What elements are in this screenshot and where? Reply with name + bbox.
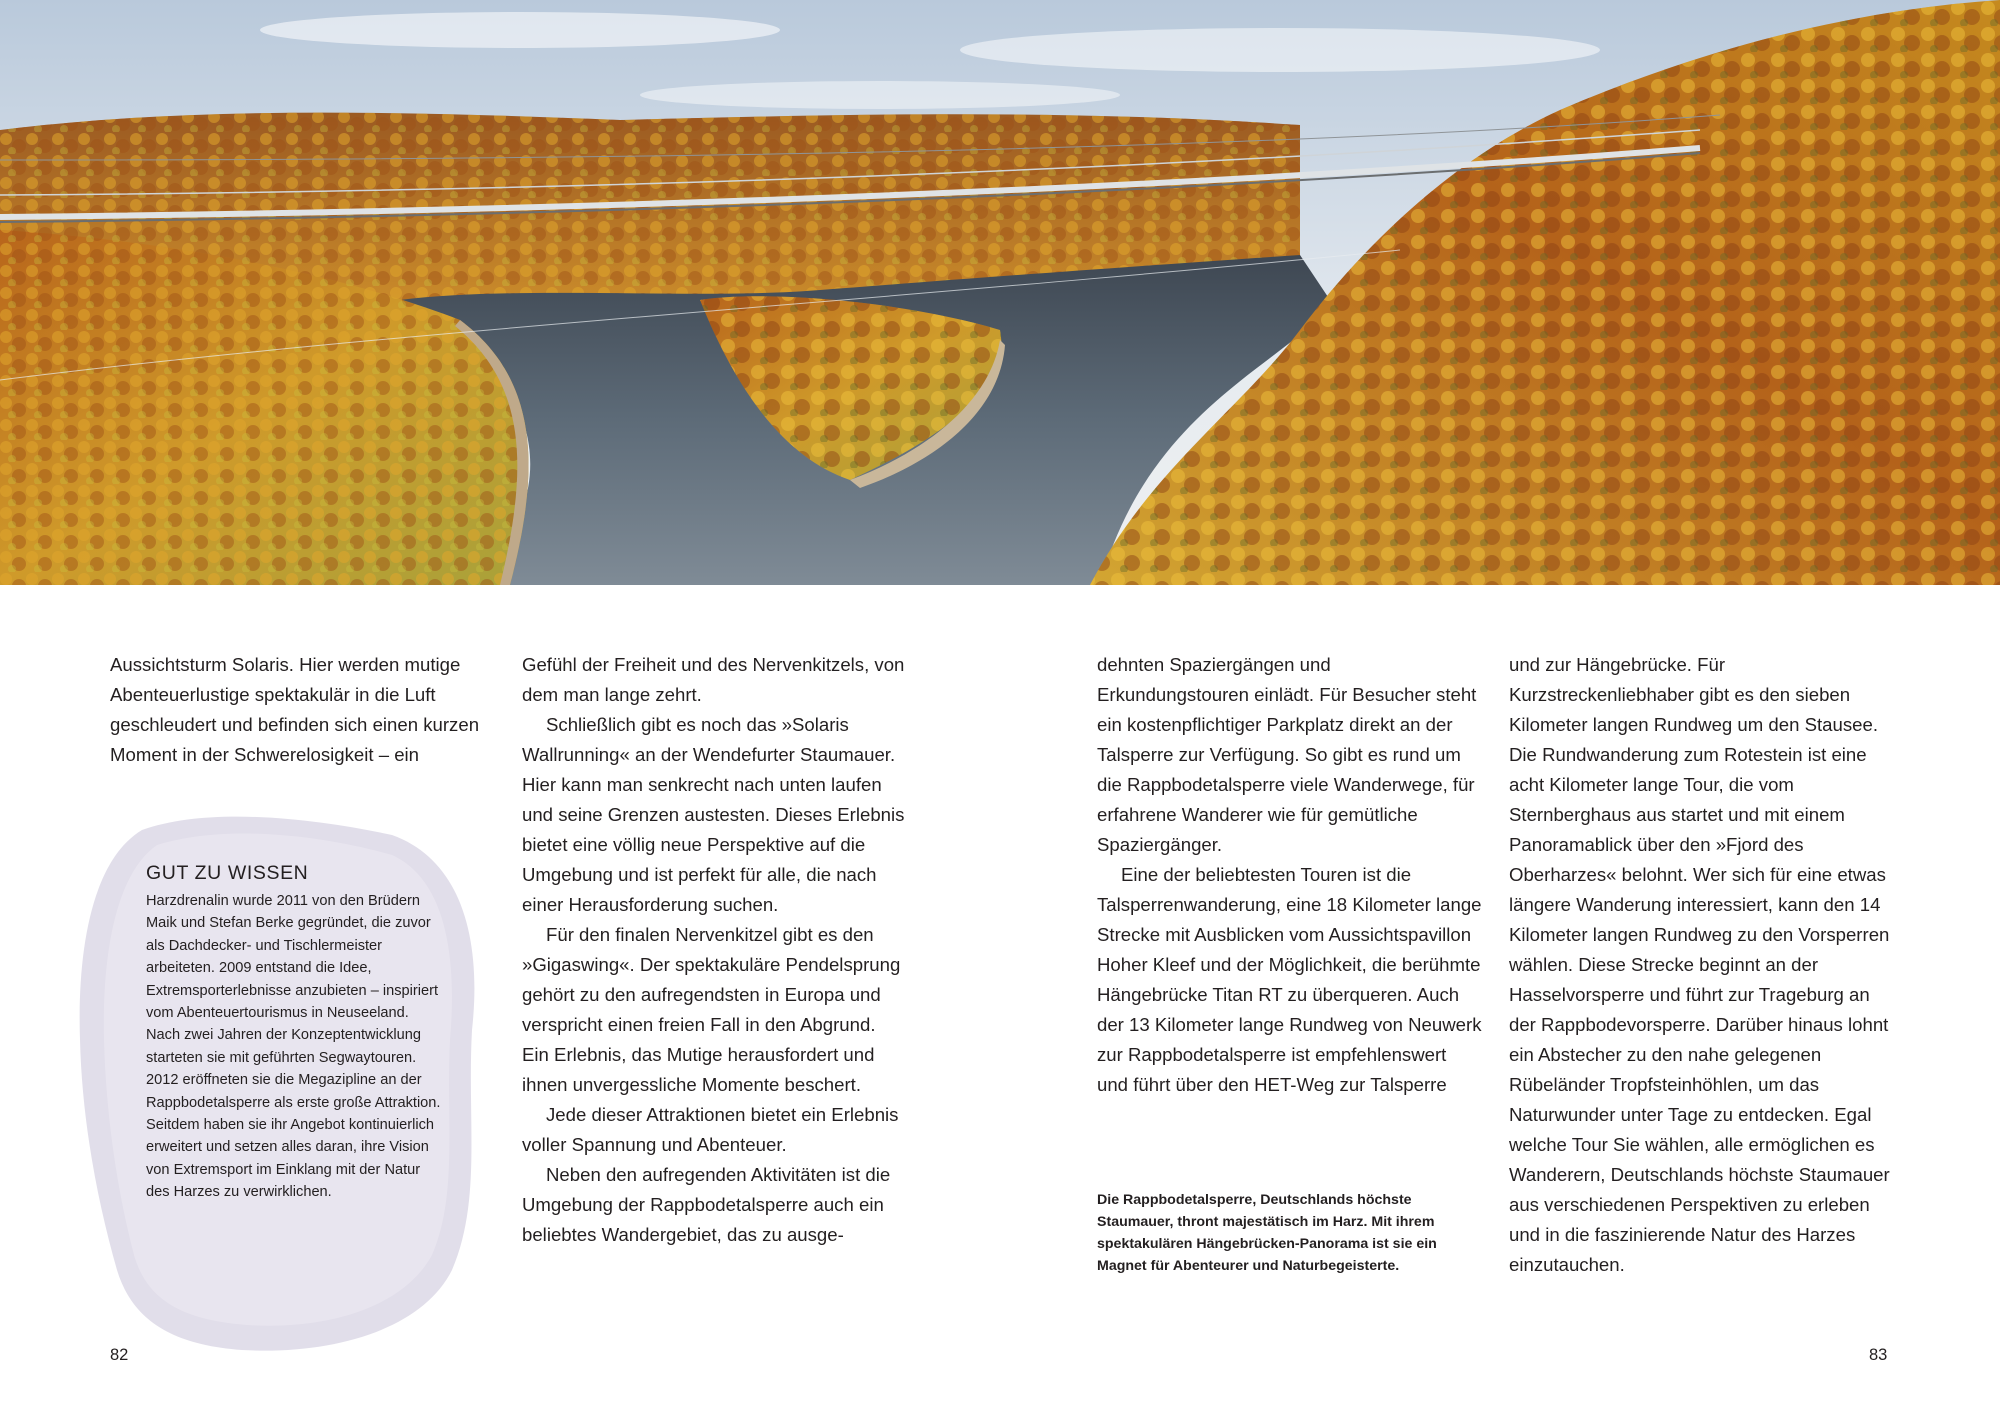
left-page-column-1	[110, 650, 495, 770]
info-box-title: GUT ZU WISSEN	[146, 862, 309, 884]
paragraph: Aussichtsturm Solaris. Hier werden mutige Abenteuerlustige spektakulär in die Luft geschleudert und befinden sich einen kurzen Moment in der Schwerelosigkeit – ein	[110, 654, 480, 765]
right-page-column-2	[1509, 650, 1894, 1280]
paragraph: Schließlich gibt es noch das »Solaris Wallrunning« an der Wendefurter Staumauer. Hier kann man senkrecht nach unten laufen und seine Grenzen austesten. Dieses Erlebnis bietet eine völlig neue Perspektive auf die Umgebung und ist perfekt für alle, die nach einer Herausforderung suchen.	[522, 714, 905, 915]
photo-caption: Die Rappbodetalsperre, Deutschlands höchste Staumauer, thront majestätisch im Harz. Mit ihrem spektakulären Hängebrücken-Panorama ist sie ein Magnet für Abenteurer und Naturbegeisterte.	[1097, 1192, 1437, 1274]
reservoir-bridge-photo	[0, 0, 2000, 585]
page-number-right: 83	[1869, 1346, 1888, 1364]
paragraph: Eine der beliebtesten Touren ist die Talsperrenwanderung, eine 18 Kilometer lange Strecke mit Ausblicken vom Aussichtspavillon Hoher Kleef und der Möglichkeit, die berühmte Hängebrücke Titan RT zu überqueren. Auch der 13 Kilometer lange Rundweg von Neuwerk zur Rappbodetalsperre ist empfehlenswert und führt über den HET-Weg zur Talsperre	[1097, 864, 1482, 1095]
info-box	[146, 858, 446, 1204]
paragraph: Für den finalen Nervenkitzel gibt es den »Gigaswing«. Der spektakuläre Pendelsprung gehört zu den aufregendsten in Europa und verspricht einen freien Fall in den Abgrund. Ein Erlebnis, das Mutige herausfordert und ihnen unvergessliche Momente beschert.	[522, 924, 901, 1095]
paragraph: und zur Hängebrücke. Für Kurzstreckenliebhaber gibt es den sieben Kilometer langen Rundweg um den Stausee. Die Rundwanderung zum Rotestein ist eine acht Kilometer lange Tour, die vom Sternberghaus aus startet und mit einem Panoramablick über den »Fjord des Oberharzes« belohnt. Wer sich für eine etwas längere Wanderung interessiert, kann den 14 Kilometer langen Rundweg zu den Vorsperren wählen. Diese Strecke beginnt an der Hasselvorsperre und führt zur Trageburg an der Rappbodevorsperre. Darüber hinaus lohnt ein Abstecher zu den nahe gelegenen Rübeländer Tropfsteinhöhlen, um das Naturwunder unter Tage zu entdecken. Egal welche Tour Sie wählen, alle ermöglichen es Wanderern, Deutschlands höchste Staumauer aus verschiedenen Perspektiven zu erleben und in die faszinierende Natur des Harzes einzutauchen.	[1509, 654, 1890, 1275]
page-number-left: 82	[110, 1346, 129, 1364]
info-box-text: Harzdrenalin wurde 2011 von den Brüdern Maik und Stefan Berke gegründet, die zuvor als Dachdecker- und Tischlermeister arbeiteten. 2009 entstand die Idee, Extremsporterlebnisse anzubieten – inspiriert vom Abenteuertourismus in Neuseeland. Nach zwei Jahren der Konzeptentwicklung starteten sie mit geführten Segwaytouren. 2012 eröffneten sie die Megazipline an der Rappbodetalsperre als erste große Attraktion. Seitdem haben sie ihr Angebot kontinuierlich erweitert und setzen alles daran, ihre Vision von Extremsport im Einklang mit der Natur des Harzes zu verwirklichen.	[146, 893, 441, 1201]
paragraph: Gefühl der Freiheit und des Nervenkitzels, von dem man lange zehrt.	[522, 654, 905, 705]
right-page-column-1	[1097, 650, 1482, 1100]
paragraph: Jede dieser Attraktionen bietet ein Erlebnis voller Spannung und Abenteuer.	[522, 1104, 899, 1155]
paragraph: Neben den aufregenden Aktivitäten ist die Umgebung der Rappbodetalsperre auch ein beliebtes Wandergebiet, das zu ausge-	[522, 1164, 891, 1245]
paragraph: dehnten Spaziergängen und Erkundungstouren einlädt. Für Besucher steht ein kostenpflichtiger Parkplatz direkt an der Talsperre zur Verfügung. So gibt es rund um die Rappbodetalsperre viele Wanderwege, für erfahrene Wanderer wie für gemütliche Spaziergänger.	[1097, 654, 1477, 855]
left-page-column-2	[522, 650, 907, 1250]
